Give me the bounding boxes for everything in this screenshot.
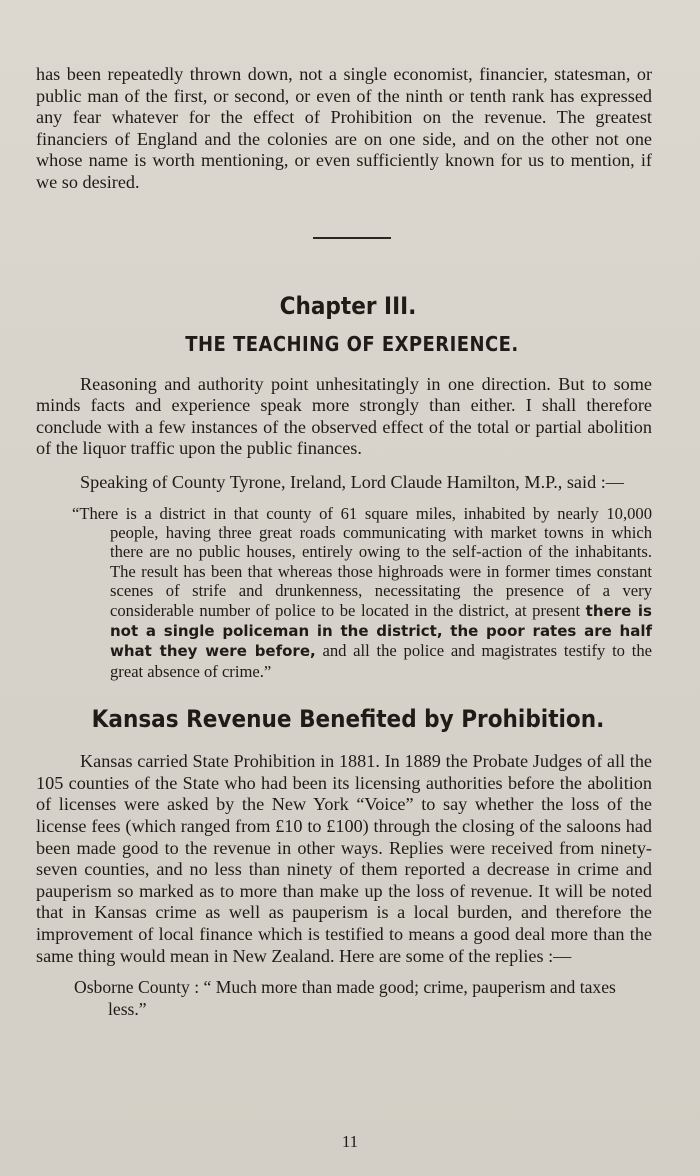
reply-text: “ Much more than made good; crime, pauperism and taxes less.” [108, 977, 616, 1019]
chapter-title: THE TEACHING OF EXPERIENCE. [185, 331, 519, 356]
intro-paragraph: has been repeatedly thrown down, not a single economist, financier, statesman, or public man of the first, or second, or even of the ninth or tenth rank has expressed any fear whatever for the effect of Prohibition on the revenue. The greatest financiers of England and the colonies are on one side, and on the other not one whose name is worth mentioning, or even sufficiently known for us to mention, if we so desired. [36, 64, 652, 192]
quote-text-1: “There is a district in that county of 61 square miles, inhabited by nearly 10,000 people, having three great roads communicating with market towns in which there are no public houses, entirely owing to the self-action of the inhabitants. The result has been that whereas those highroads were in former times constant scenes of strife and drunkenness, necessitating the presence of a very considerable number of police to be located in the district, at present [72, 503, 652, 620]
reply-county: Osborne County : [74, 977, 200, 998]
chapter-number: Chapter III. [279, 291, 417, 320]
section-divider [313, 237, 391, 239]
reply-osborne [36, 977, 652, 1020]
quote-text-2: and all the police and magistrates testify to the great absence of crime.” [110, 641, 652, 681]
paragraph-tyrone: Speaking of County Tyrone, Ireland, Lord Claude Hamilton, M.P., said :— [80, 471, 624, 492]
section-heading: Kansas Revenue Benefited by Prohibition. [91, 705, 605, 734]
paragraph-reasoning: Reasoning and authority point unhesitatingly in one direction. But to some minds facts and experience speak more strongly than either. I shall therefore conclude with a few instances of the observed effect of the total or partial abolition of the liquor traffic upon the public finances. [36, 373, 652, 459]
quote-emphasis: there is not a single policeman in the district, the poor rates are half what they were before, [110, 601, 652, 661]
paragraph-kansas: Kansas carried State Prohibition in 1881. In 1889 the Probate Judges of all the 105 counties of the State who had been its licensing authorities before the abolition of licenses were asked by the New York “Voice” to say whether the loss of the license fees (which ranged from £10 to £100) through the closing of the saloons had been made good to the revenue in other ways. Replies were received from ninety-seven counties, and no less than ninety of them reported a decrease in crime and pauperism so marked as to more than make up the loss of revenue. It will be noted that in Kansas crime as well as pauperism is a local burden, and therefore the improvement of local finance which is testified to means a good deal more than the same thing would mean in New Zealand. Here are some of the replies :— [36, 751, 652, 966]
hamilton-quote [36, 504, 652, 682]
page-number: 11 [341, 1132, 359, 1151]
